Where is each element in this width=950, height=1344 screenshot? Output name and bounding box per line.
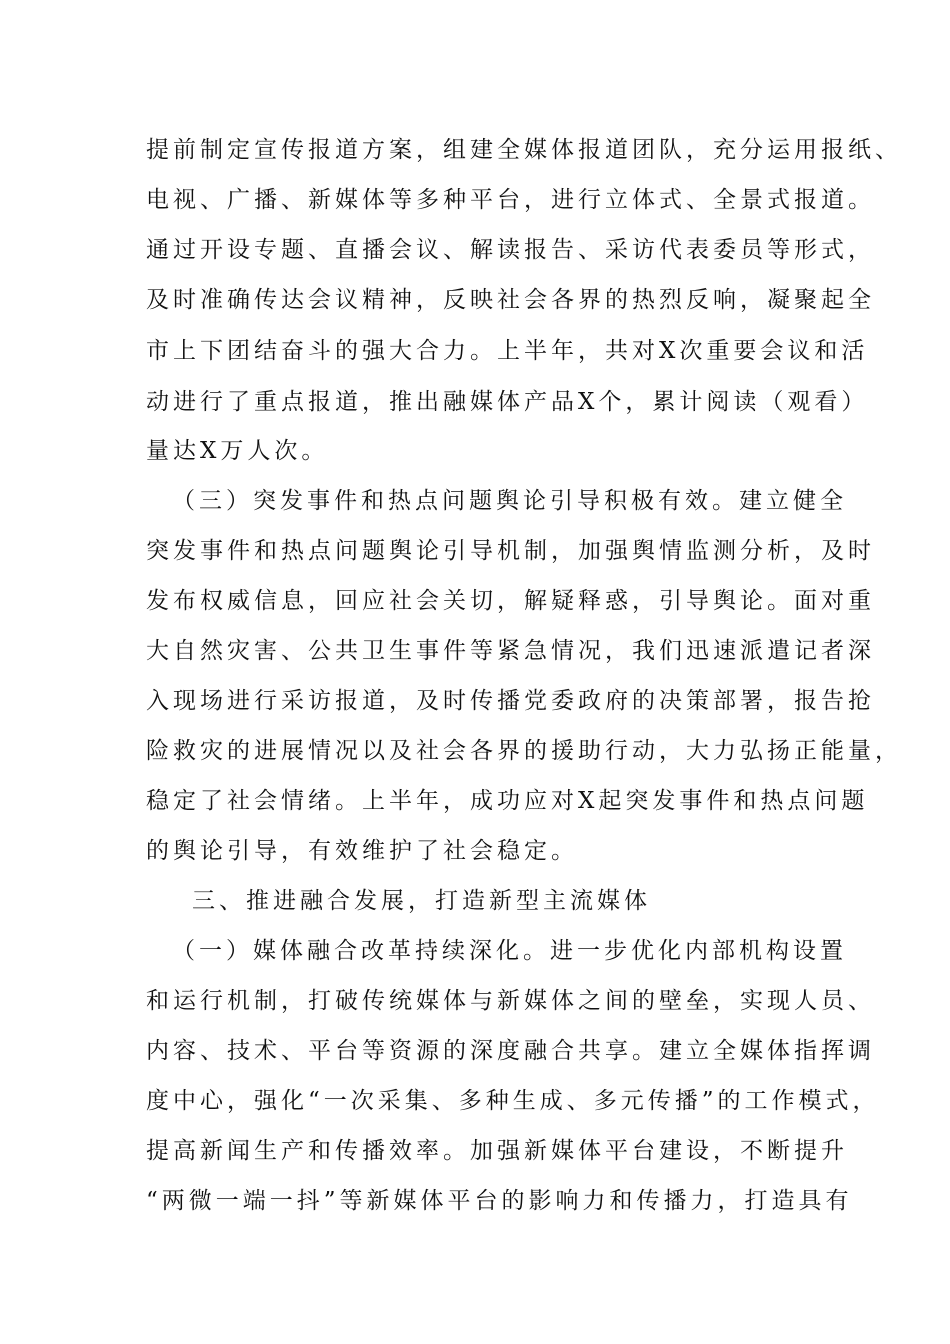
text-line: 通过开设专题、直播会议、解读报告、采访代表委员等形式，	[146, 237, 875, 263]
text-line: 内容、技术、平台等资源的深度融合共享。建立全媒体指挥调	[146, 1038, 875, 1064]
text-line: 量达X万人次。	[146, 438, 329, 464]
text-line: 发布权威信息，回应社会关切，解疑释惑，引导舆论。面对重	[146, 588, 875, 614]
paragraph-first-line: （三）突发事件和热点问题舆论引导积极有效。建立健全	[172, 488, 847, 514]
text-line: 提前制定宣传报道方案，组建全媒体报道团队，充分运用报纸、	[146, 137, 902, 163]
text-line: 动进行了重点报道，推出融媒体产品X个，累计阅读（观看）	[146, 389, 869, 415]
text-line: 及时准确传达会议精神，反映社会各界的热烈反响，凝聚起全	[146, 287, 875, 313]
text-line: 险救灾的进展情况以及社会各界的援助行动，大力弘扬正能量，	[146, 738, 902, 764]
text-line: 电视、广播、新媒体等多种平台，进行立体式、全景式报道。	[146, 187, 875, 213]
paragraph-first-line: （一）媒体融合改革持续深化。进一步优化内部机构设置	[172, 938, 847, 964]
text-line: 入现场进行采访报道，及时传播党委政府的决策部署，报告抢	[146, 688, 875, 714]
text-line: 度中心，强化“一次采集、多种生成、多元传播”的工作模式，	[146, 1088, 880, 1114]
text-line: 的舆论引导，有效维护了社会稳定。	[146, 838, 578, 864]
section-heading: 三、推进融合发展，打造新型主流媒体	[192, 888, 651, 914]
text-line: 稳定了社会情绪。上半年，成功应对X起突发事件和热点问题	[146, 788, 869, 814]
text-line: 大自然灾害、公共卫生事件等紧急情况，我们迅速派遣记者深	[146, 638, 875, 664]
text-line: 和运行机制，打破传统媒体与新媒体之间的壁垒，实现人员、	[146, 988, 875, 1014]
text-line: “两微一端一抖”等新媒体平台的影响力和传播力，打造具有	[146, 1188, 853, 1214]
text-line: 提高新闻生产和传播效率。加强新媒体平台建设，不断提升	[146, 1138, 848, 1164]
text-line: 市上下团结奋斗的强大合力。上半年，共对X次重要会议和活	[146, 338, 869, 364]
text-line: 突发事件和热点问题舆论引导机制，加强舆情监测分析，及时	[146, 538, 875, 564]
